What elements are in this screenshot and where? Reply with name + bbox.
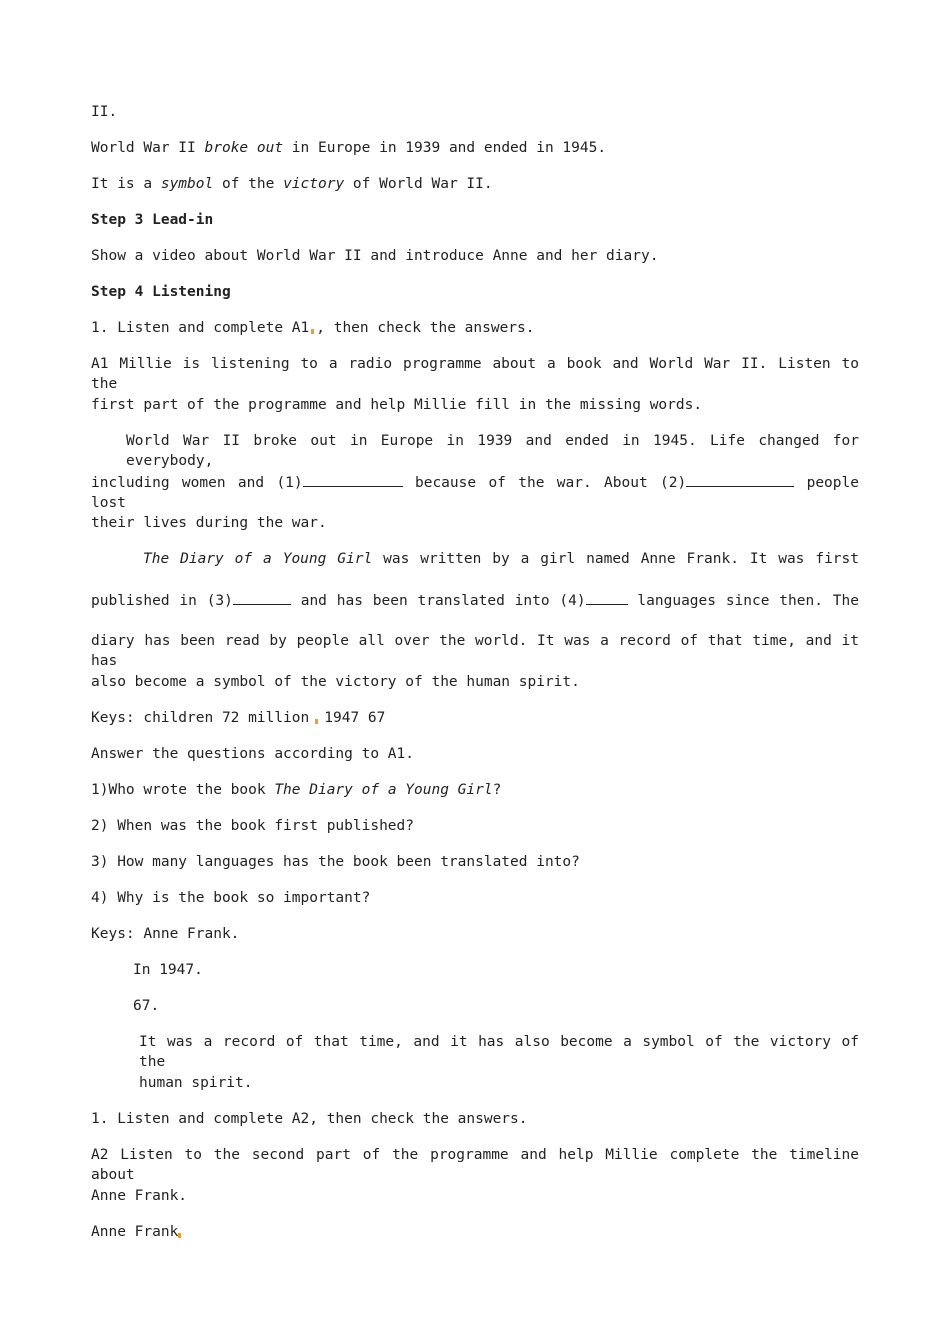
passage-p2-line4: also become a symbol of the victory of the human spirit. [91, 674, 580, 690]
keys-a1: Keys: children 72 million 1947 67 [91, 710, 386, 726]
step3-instruction: Show a video about World War II and introduce Anne and her diary. [91, 248, 659, 264]
a1-description-line2: first part of the programme and help Millie fill in the missing words. [91, 397, 703, 413]
question-4: 4) Why is the book so important? [91, 890, 371, 906]
highlight-mark [178, 1233, 181, 1238]
passage-p2-line2: published in (3) and has been translated into (4) languages since then. The [91, 590, 859, 611]
highlight-mark [311, 329, 314, 334]
key-answer-4-line1: It was a record of that time, and it has also become a symbol of the victory of the [139, 1034, 859, 1070]
passage-p1-line2: including women and (1) because of the war. About (2) people lost [91, 472, 859, 513]
heading-step-3: Step 3 Lead-in [91, 212, 214, 228]
passage-p1-line1: World War II broke out in Europe in 1939 and ended in 1945. Life changed for everybody, [126, 433, 859, 469]
key-answer-3: 67. [133, 998, 160, 1014]
passage-p1-line3: their lives during the war. [91, 515, 327, 531]
a2-description-line2: Anne Frank. [91, 1188, 188, 1204]
passage-p2-line1: The Diary of a Young Girl was written by a girl named Anne Frank. It was first [143, 551, 859, 567]
question-2: 2) When was the book first published? [91, 818, 415, 834]
sentence-symbol-victory: It is a symbol of the victory of World War II. [91, 176, 493, 192]
line-ii: II. [91, 104, 118, 120]
task-a1-instruction: 1. Listen and complete A1 , then check the answers. [91, 320, 535, 336]
question-1: 1)Who wrote the book The Diary of a Young Girl? [91, 782, 502, 798]
keys-questions: Keys: Anne Frank. [91, 926, 240, 942]
heading-step-4: Step 4 Listening [91, 284, 231, 300]
blank-4[interactable] [586, 590, 628, 605]
sentence-broke-out: World War II broke out in Europe in 1939 and ended in 1945. [91, 140, 607, 156]
a1-description-line1: A1 Millie is listening to a radio programme about a book and World War II. Listen to the [91, 356, 859, 392]
blank-1[interactable] [303, 472, 403, 487]
key-answer-2: In 1947. [133, 962, 203, 978]
questions-intro: Answer the questions according to A1. [91, 746, 415, 762]
blank-2[interactable] [686, 472, 794, 487]
task-a2-instruction: 1. Listen and complete A2, then check the answers. [91, 1111, 528, 1127]
a2-description-line1: A2 Listen to the second part of the programme and help Millie complete the timeline about [91, 1147, 859, 1183]
blank-3[interactable] [233, 590, 291, 605]
question-3: 3) How many languages has the book been translated into? [91, 854, 580, 870]
passage-p2-line3: diary has been read by people all over the world. It was a record of that time, and it has [91, 633, 859, 669]
a2-anne-frank-label: Anne Frank [91, 1222, 859, 1242]
highlight-mark [315, 719, 318, 724]
key-answer-4-line2: human spirit. [139, 1075, 253, 1091]
